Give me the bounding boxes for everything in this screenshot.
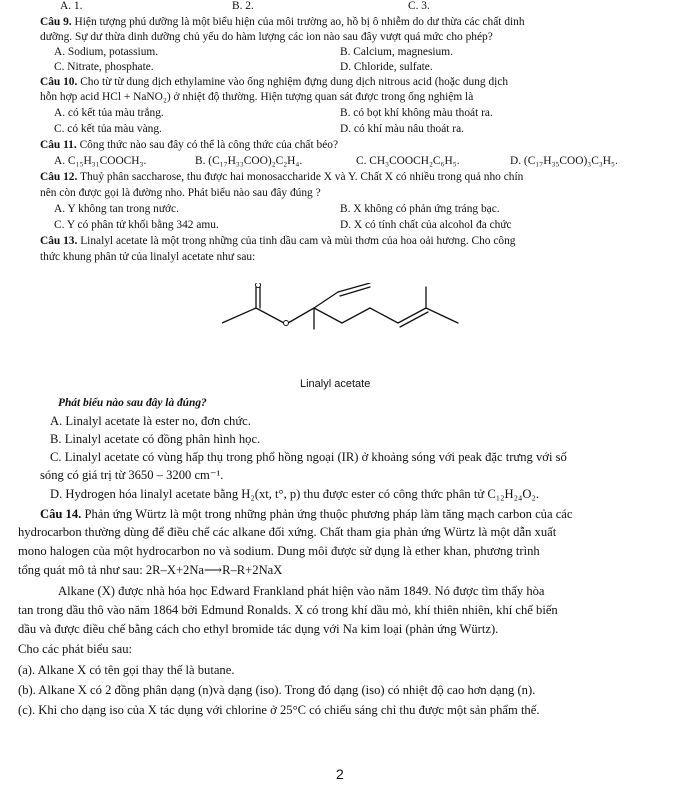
question-14-label: Câu 14.: [40, 507, 82, 521]
question-14-para-1: Alkane (X) được nhà hóa học Edward Frankland phát hiện vào năm 1849. Nó được tìm thấy hòa: [58, 584, 545, 598]
question-11: [40, 139, 338, 153]
question-10-text-cont: hỗn hợp acid HCl + NaNO₂) ở nhiệt độ thường. Hiện tượng quan sát được trong ống nghiệm là: [40, 91, 474, 103]
q13-option-c: C. Linalyl acetate có vùng hấp thụ trong phổ hồng ngoại (IR) ở khoảng sóng với peak đặc trưng với số: [50, 450, 567, 464]
bond-vinyl: [338, 283, 370, 292]
question-12-text-cont: nên còn được gọi là đường nho. Phát biểu nào sau đây đúng ?: [40, 187, 321, 199]
page-number: 2: [336, 766, 344, 782]
statement-a: (a). Alkane X có tên gọi thay thế là butane.: [18, 663, 235, 677]
question-14-text: Phản ứng Würtz là một trong những phản ứng thuộc phương pháp làm tăng mạch carbon của các: [84, 507, 573, 521]
question-10-text: Cho từ từ dung dịch ethylamine vào ống nghiệm đựng dung dịch nitrous acid (hoặc dung dịch: [80, 76, 509, 88]
q13-option-a: A. Linalyl acetate là ester no, đơn chức.: [50, 414, 251, 428]
q9-option-b: B. Calcium, magnesium.: [340, 46, 453, 58]
question-12-text: Thuỷ phân saccharose, thu được hai monosaccharide X và Y. Chất X có nhiều trong quả nho chín: [80, 171, 524, 183]
bond-to-vinyl: [314, 292, 338, 308]
bond-terminal-methyl: [426, 308, 458, 323]
question-9: [40, 16, 525, 30]
question-14: [40, 507, 572, 522]
q10-option-a: A. có kết tủa màu trắng.: [54, 107, 164, 119]
question-9-text: Hiện tượng phú dưỡng là một biểu hiện của môi trường ao, hồ bị ô nhiễm do dư thừa các chất dinh: [74, 16, 525, 28]
q13-option-d: D. Hydrogen hóa linalyl acetate bằng H₂(xt, t°, p) thu được ester có công thức phân tử C₁₂H₂₄O₂.: [50, 487, 540, 501]
bond-methyl-carbonyl: [222, 308, 256, 323]
question-9-text-cont: dưỡng. Sự dư thừa dinh dưỡng chủ yếu do hàm lượng các ion nào sau đây vượt quá mức cho phép?: [40, 31, 493, 43]
q9-option-c: C. Nitrate, phosphate.: [54, 61, 154, 73]
q12-option-c: C. Y có phân tử khối bằng 342 amu.: [54, 219, 219, 231]
q11-option-b: B. (C₁₇H₃₃COO)₂C₂H₄.: [195, 155, 303, 167]
question-12-label: Câu 12.: [40, 171, 78, 183]
question-10-label: Câu 10.: [40, 76, 78, 88]
statement-c: (c). Khi cho dạng iso của X tác dụng với chlorine ở 25°C có chiếu sáng chỉ thu được một sản phẩm thế.: [18, 703, 540, 717]
q13-option-c-cont: sóng có giá trị từ 3650 – 3200 cm⁻¹.: [40, 468, 224, 482]
question-10: [40, 76, 508, 90]
statement-b: (b). Alkane X có 2 đồng phân dạng (n)và dạng (iso). Trong đó dạng (iso) có nhiệt độ cao hơn dạng (n).: [18, 683, 536, 697]
q9-option-d: D. Chloride, sulfate.: [340, 61, 433, 73]
question-14-para-3: dầu và được điều chế bằng cách cho ethyl bromide tác dụng với Na kim loại (phản ứng Würtz).: [18, 622, 499, 636]
question-14-para-2: tan trong dầu thô vào năm 1864 bởi Edmund Ronalds. X có trong khí dầu mỏ, khí thiên nhiên, khí chế biến: [18, 603, 558, 617]
question-12: [40, 171, 523, 185]
question-14-equation: tổng quát mô tả như sau: 2R–X+2Na⟶R–R+2NaX: [18, 563, 283, 577]
question-11-label: Câu 11.: [40, 139, 77, 151]
carbonyl-oxygen: [256, 283, 261, 288]
molecule-label: Linalyl acetate: [300, 378, 371, 390]
q12-option-a: A. Y không tan trong nước.: [54, 203, 179, 215]
bond-chain-3: [370, 308, 398, 323]
question-13-text: Linalyl acetate là một trong những của tinh dầu cam và mùi thơm của hoa oải hương. Cho công: [80, 235, 516, 247]
question-14-text-2: hydrocarbon thường dùng để điều chế các alkane đối xứng. Chất tham gia phản ứng Würtz là một dẫn xuất: [18, 525, 557, 539]
q9-option-a: A. Sodium, potassium.: [54, 46, 159, 58]
bond-chain-1: [314, 308, 342, 323]
question-13: [40, 235, 516, 249]
bond-carbonyl-oester: [256, 308, 284, 323]
q10-option-c: C. có kết tủa màu vàng.: [54, 123, 162, 135]
bond-vinyl-double: [340, 287, 370, 296]
q12-option-b: B. X không có phản ứng tráng bạc.: [340, 203, 500, 215]
bond-o-quaternary: [288, 308, 314, 323]
q11-option-d: D. (C₁₇H₃₅COO)₃C₃H₅.: [510, 155, 618, 167]
top-option-b: B. 2.: [232, 0, 254, 12]
question-14-para-4: Cho các phát biểu sau:: [18, 642, 133, 656]
question-9-label: Câu 9.: [40, 16, 72, 28]
q10-option-b: B. có bọt khí không màu thoát ra.: [340, 107, 493, 119]
question-13-label: Câu 13.: [40, 235, 78, 247]
q13-prompt: Phát biểu nào sau đây là đúng?: [58, 397, 207, 409]
question-14-text-3: mono halogen của một hydrocarbon no và sodium. Dung môi được sử dụng là ether khan, phương trình: [18, 544, 540, 558]
q12-option-d: D. X có tính chất của alcohol đa chức: [340, 219, 512, 231]
q11-option-a: A. C₁₅H₃₁COOCH₃.: [54, 155, 147, 167]
question-11-text: Công thức nào sau đây có thể là công thức của chất béo?: [79, 139, 338, 151]
q11-option-c: C. CH₃COOCH₂C₆H₅.: [356, 155, 460, 167]
bond-chain-2: [342, 308, 370, 323]
q10-option-d: D. có khí màu nâu thoát ra.: [340, 123, 464, 135]
question-13-text-cont: thức khung phân tử của linalyl acetate như sau:: [40, 251, 256, 263]
q13-option-b: B. Linalyl acetate có đồng phân hình học.: [50, 432, 261, 446]
top-option-a: A. 1.: [60, 0, 83, 12]
ester-oxygen: [284, 321, 289, 326]
top-option-c: C. 3.: [408, 0, 430, 12]
linalyl-acetate-structure: [222, 283, 482, 391]
